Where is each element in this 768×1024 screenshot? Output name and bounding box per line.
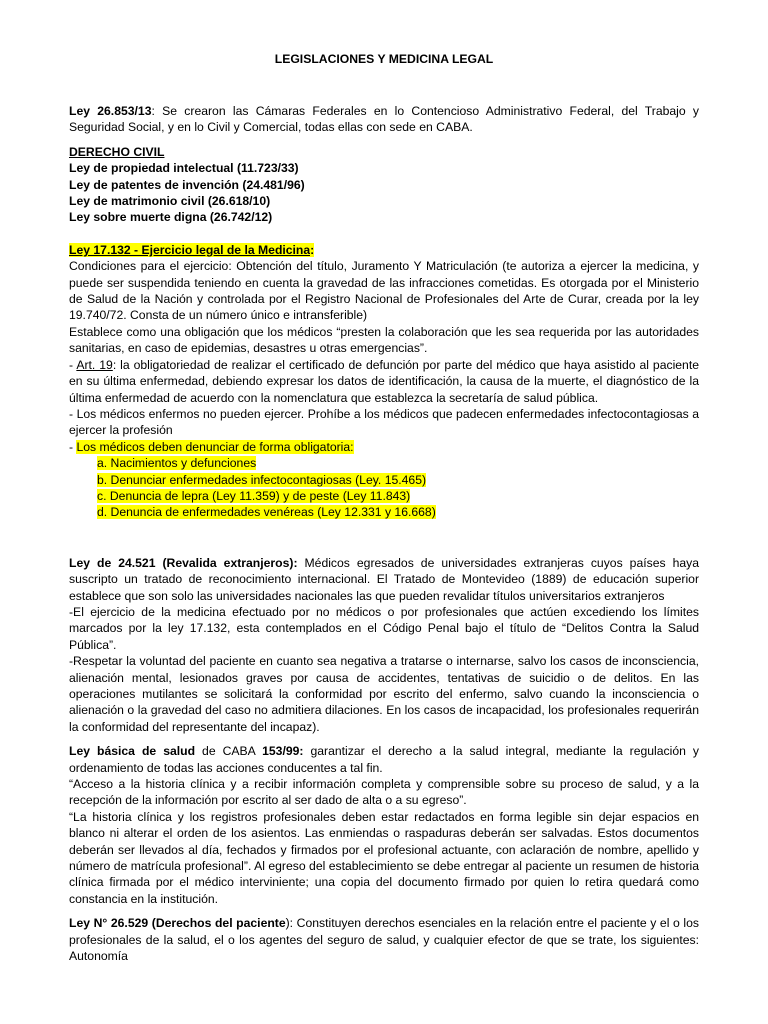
ley-17132-conditions: Condiciones para el ejercicio: Obtención del título, Juramento Y Matriculación (te autoriza a ejercer la medicina, y puede ser suspendida teniendo en cuenta la gravedad de las infracciones cometidas. Es otorgada por el Ministerio de Salud de la Nación y controlada por el Registro Nacional de Profesionales del Arte de Curar, creada por la ley 19.740/72. Consta de un número único e intransferible) bbox=[69, 259, 699, 323]
ley-17132-art19 bbox=[69, 357, 699, 406]
ley-24521-text: Médicos egresados de universidades extranjeras cuyos países haya suscripto un tratado de reconocimiento internacional. El Tratado de Montevideo (1889) de educación superior establece que son solo las universidades nacionales las que pueden revalidar títulos universitarios extranjeros bbox=[69, 555, 700, 603]
denuncia-item bbox=[69, 472, 699, 488]
ley-24521-voluntad: -Respetar la voluntad del paciente en cuanto sea negativa a tratarse o internarse, salvo los casos de inconsciencia, alienación mental, lesionados graves por causa de accidentes, tentativas de suicidio o de delitos. En las operaciones mutilantes se solicitará la conformidad por escrito del enfermo, salvo cuando la inconsciencia o alienación o la gravedad del caso no admitiera dilaciones. En los casos de incapacidad, los profesionales requerirán la conformidad del representante del incapaz). bbox=[69, 654, 699, 734]
denuncia-item-text: d. Denuncia de enfermedades venéreas (Ley 12.331 y 16.668) bbox=[97, 505, 436, 520]
ley-17132-denuncia-heading bbox=[69, 439, 699, 455]
document-title: LEGISLACIONES Y MEDICINA LEGAL bbox=[274, 52, 494, 66]
ley-153-paragraph bbox=[69, 743, 699, 776]
ley-26529-paragraph bbox=[69, 915, 699, 964]
ley-26853-paragraph bbox=[69, 103, 699, 136]
denuncia-item bbox=[69, 504, 699, 520]
ley-153-acceso: “Acceso a la historia clínica y a recibir información completa y comprensible sobre su proceso de salud, y a la recepción de la información por escrito al ser dado de alta o a su egreso”. bbox=[69, 777, 699, 808]
ley-24521-paragraph bbox=[69, 555, 699, 604]
ley-153-section bbox=[69, 743, 699, 907]
denuncia-item bbox=[69, 455, 699, 471]
ley-24521-label: Ley de 24.521 (Revalida extranjeros): bbox=[69, 555, 298, 570]
art19-text: : la obligatoriedad de realizar el certificado de defunción por parte del médico que haya asistido al paciente en su última enfermedad, debiendo expresar los datos de identificación, la causa de la muerte, el diagnóstico de la última enfermedad de acuerdo con la nomenclatura que establezca la secretaría de salud pública. bbox=[69, 357, 699, 405]
ley-153-number: 153/99: bbox=[262, 744, 304, 759]
ley-153-mid: de CABA bbox=[195, 744, 263, 759]
art19-prefix: - bbox=[69, 357, 77, 372]
ley-17132-heading-text: Ley 17.132 - Ejercicio legal de la Medicina bbox=[69, 242, 311, 257]
denuncia-prefix: - bbox=[69, 439, 77, 454]
ley-17132-heading-colon: : bbox=[310, 242, 315, 257]
denuncia-item-text: a. Nacimientos y defunciones bbox=[97, 456, 257, 471]
civil-law-item: Ley de matrimonio civil (26.618/10) bbox=[69, 194, 271, 209]
ley-26529-section bbox=[69, 915, 699, 964]
civil-law-item: Ley sobre muerte digna (26.742/12) bbox=[69, 210, 273, 225]
civil-law-item: Ley de patentes de invención (24.481/96) bbox=[69, 177, 305, 192]
derecho-civil-heading: DERECHO CIVIL bbox=[69, 144, 165, 159]
ley-26529-label: Ley N° 26.529 (Derechos del paciente bbox=[69, 916, 286, 931]
denuncia-label: Los médicos deben denunciar de forma obligatoria: bbox=[76, 439, 354, 454]
ley-24521-section bbox=[69, 555, 699, 735]
art19-label: Art. 19 bbox=[76, 357, 113, 372]
denuncia-item-text: b. Denunciar enfermedades infectocontagiosas (Ley. 15.465) bbox=[97, 472, 427, 487]
ley-17132-section bbox=[69, 242, 699, 521]
ley-153-label: Ley básica de salud bbox=[69, 744, 196, 759]
ley-153-historia-clinica: “La historia clínica y los registros profesionales deben estar redactados en forma legible sin dejar espacios en blanco ni alterar el orden de los asientos. Las enmiendas o raspaduras deberán ser salvadas. Estos documentos deberán ser llevados al día, fechados y firmados por el profesional actuante, con aclaración de nombre, apellido y número de matrícula profesional”. Al egreso del establecimiento se debe entregar al paciente un resumen de historia clínica firmada por el médico interviniente; una copia del documento firmado por quien lo retira quedará como constancia en la institución. bbox=[69, 809, 699, 906]
derecho-civil-section bbox=[69, 144, 699, 226]
civil-law-item: Ley de propiedad intelectual (11.723/33) bbox=[69, 161, 299, 176]
ley-17132-heading bbox=[69, 242, 699, 258]
ley-17132-enfermos: - Los médicos enfermos no pueden ejercer. Prohíbe a los médicos que padecen enfermedades infectocontagiosas a ejercer la profesión bbox=[69, 406, 699, 438]
ley-24521-ejercicio: -El ejercicio de la medicina efectuado por no médicos o por profesionales que actúen excediendo los límites marcados por la ley 17.132, esta contemplados en el Código Penal bajo el título de “Delitos Contra la Salud Pública”. bbox=[69, 604, 699, 652]
document-body bbox=[69, 103, 699, 965]
denuncia-item bbox=[69, 488, 699, 504]
ley-26853-text: : Se crearon las Cámaras Federales en lo Contencioso Administrativo Federal, del Trabajo y Seguridad Social, y en lo Civil y Comercial, todas ellas con sede en CABA. bbox=[69, 104, 699, 135]
ley-17132-obligation: Establece como una obligación que los médicos “presten la colaboración que les sea requerida por las autoridades sanitarias, en caso de epidemias, desastres u otras emergencias”. bbox=[69, 324, 699, 356]
denuncia-item-text: c. Denuncia de lepra (Ley 11.359) y de peste (Ley 11.843) bbox=[97, 488, 411, 503]
ley-26853-label: Ley 26.853/13 bbox=[69, 104, 152, 118]
ley-153-text: garantizar el derecho a la salud integral, mediante la regulación y ordenamiento de todas las acciones conducentes a tal fin. bbox=[69, 744, 699, 775]
ley-26529-text: ): Constituyen derechos esenciales en la relación entre el paciente y el o los profesionales de la salud, el o los agentes del seguro de salud, y cualquier efector de que se trate, los siguientes: Autonomía bbox=[69, 916, 699, 964]
